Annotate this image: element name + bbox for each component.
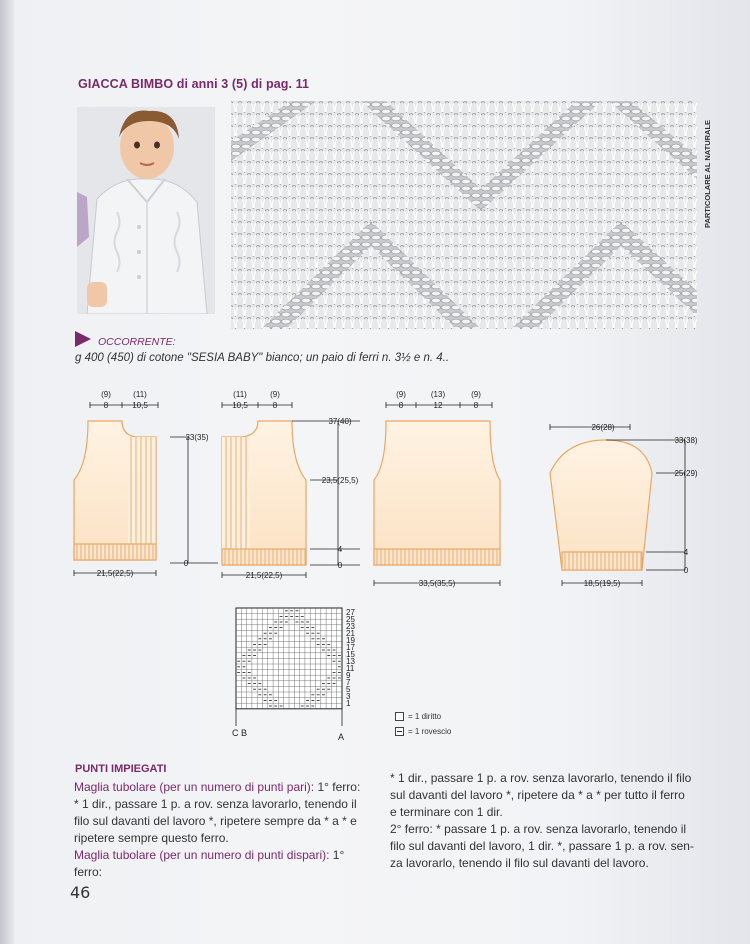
rf-bottom: 21,5(22,5) [96, 569, 134, 578]
chart-row-label: 11 [346, 664, 355, 673]
legend-knit-text: = 1 diritto [408, 712, 442, 721]
rib-height: 4 [337, 545, 343, 554]
garment-schematics [60, 385, 710, 590]
stitch-chart [224, 604, 364, 744]
chart-row-label: 23 [346, 622, 355, 631]
rf-top-b2: 10,5 [132, 401, 148, 410]
stitches-right-column [390, 770, 702, 872]
stitches-heading: PUNTI IMPIEGATI [75, 763, 167, 775]
lf-top-a2: 10,5 [232, 401, 248, 410]
chart-row-labels [346, 608, 355, 708]
back-top-a: (9) [396, 390, 406, 399]
back-top-b: (13) [430, 390, 446, 399]
chart-row-label: 1 [346, 699, 351, 708]
stitch-right-line-3: e terminare con 1 dir. [390, 805, 503, 819]
materials-text: g 400 (450) di cotone "SESIA BABY" bianco; un paio di ferri n. 3½ e n. 4.. [75, 352, 450, 364]
sleeve-top: 26(28) [591, 423, 615, 432]
rf-top-a: (9) [101, 390, 111, 399]
chart-grid [236, 608, 342, 709]
back-bottom: 33,5(35,5) [418, 579, 456, 588]
stitches-left-column [74, 779, 366, 881]
chart-row-label: 3 [346, 692, 351, 701]
rf-height: 33(35) [185, 433, 209, 442]
triangle-bullet-icon [75, 331, 91, 347]
knit-symbol-icon [395, 712, 404, 721]
right-front-schematic [74, 402, 218, 576]
stitch-p1-head-line [74, 779, 366, 796]
stitch-p2-head-line [74, 847, 366, 881]
chart-row-label: 19 [346, 636, 355, 645]
back-top-b2: 12 [433, 401, 443, 410]
back-top-a2: 8 [398, 401, 404, 410]
armhole-height: 23,5(25,5) [321, 476, 359, 485]
chart-row-label: 21 [346, 629, 355, 638]
stitch-p1-line-3: ripetere sempre questo ferro. [74, 831, 229, 845]
chart-row-label: 25 [346, 615, 355, 624]
back-schematic [374, 402, 500, 586]
knit-texture [231, 101, 697, 329]
stitch-right-line-5: filo sul davanti del lavoro, 1 dir. *, passare 1 p. a rov. sen- [390, 839, 694, 853]
lf-zero: 0 [337, 561, 343, 570]
back-top-c2: 8 [473, 401, 479, 410]
lf-top-a: (11) [233, 390, 247, 399]
stitch-p2-start: 1° ferro: [74, 848, 345, 879]
sleeve-bottom: 18,5(19,5) [583, 579, 621, 588]
chart-row-label: 17 [346, 643, 355, 652]
chart-label-cb: C B [232, 728, 248, 738]
lf-top-b: (9) [270, 390, 280, 399]
sleeve-h1: 33(38) [674, 436, 698, 445]
materials-label: OCCORRENTE: [98, 336, 176, 348]
sleeve-zero: 0 [683, 566, 689, 575]
rf-top-a2: 8 [103, 401, 109, 410]
stitch-p1-start: 1° ferro: [314, 780, 361, 794]
stitch-right-line-6: za lavorarlo, tenendo il filo sul davanti del lavoro. [390, 856, 649, 870]
sleeve-h2: 25(29) [674, 469, 698, 478]
lf-bottom: 21,5(22,5) [245, 571, 283, 580]
chart-row-label: 7 [346, 678, 351, 687]
legend-knit [395, 712, 441, 721]
page-edge [0, 0, 14, 944]
pattern-title: GIACCA BIMBO di anni 3 (5) di pag. 11 [78, 77, 310, 91]
page-number: 46 [70, 883, 91, 902]
chart-row-label: 9 [346, 671, 351, 680]
legend-purl [395, 727, 451, 736]
stitch-right-line-4: 2° ferro: * passare 1 p. a rov. senza lavorarlo, tenendo il [390, 822, 687, 836]
purl-symbol-icon [395, 727, 404, 736]
stitch-p1-line-1: * 1 dir., passare 1 p. a rov. senza lavorarlo, tenendo il [74, 797, 357, 811]
chart-row-label: 5 [346, 685, 351, 694]
stitch-p1-line-2: filo sul davanti del lavoro *, ripetere sempre da * a * e [74, 814, 357, 828]
chart-row-label: 27 [346, 608, 355, 617]
stitch-right-line-1: * 1 dir., passare 1 p. a rov. senza lavorarlo, tenendo il filo [390, 771, 692, 785]
back-top-c: (9) [471, 390, 481, 399]
total-height: 37(40) [328, 417, 352, 426]
knit-detail-photo [231, 101, 697, 329]
sleeve-schematic [550, 424, 685, 586]
rf-zero: 0 [183, 559, 189, 568]
legend-purl-text: = 1 rovescio [408, 727, 452, 736]
lf-top-b2: 8 [272, 401, 278, 410]
child-illustration [77, 107, 215, 314]
chart-label-a: A [338, 732, 345, 742]
chart-row-label: 15 [346, 650, 355, 659]
rf-top-b: (11) [133, 390, 147, 399]
child-photo [77, 107, 215, 314]
sleeve-rib: 4 [683, 548, 689, 557]
photo-caption: PARTICOLARE AL NATURALE [703, 119, 712, 228]
chart-row-label: 13 [346, 657, 355, 666]
stitch-right-line-2: sul davanti del lavoro *, ripetere da * a * per tutto il ferro [390, 788, 685, 802]
stitch-p1-heading: Maglia tubolare (per un numero di punti pari): [74, 780, 315, 794]
stitch-p2-heading: Maglia tubolare (per un numero di punti dispari): [74, 848, 330, 862]
